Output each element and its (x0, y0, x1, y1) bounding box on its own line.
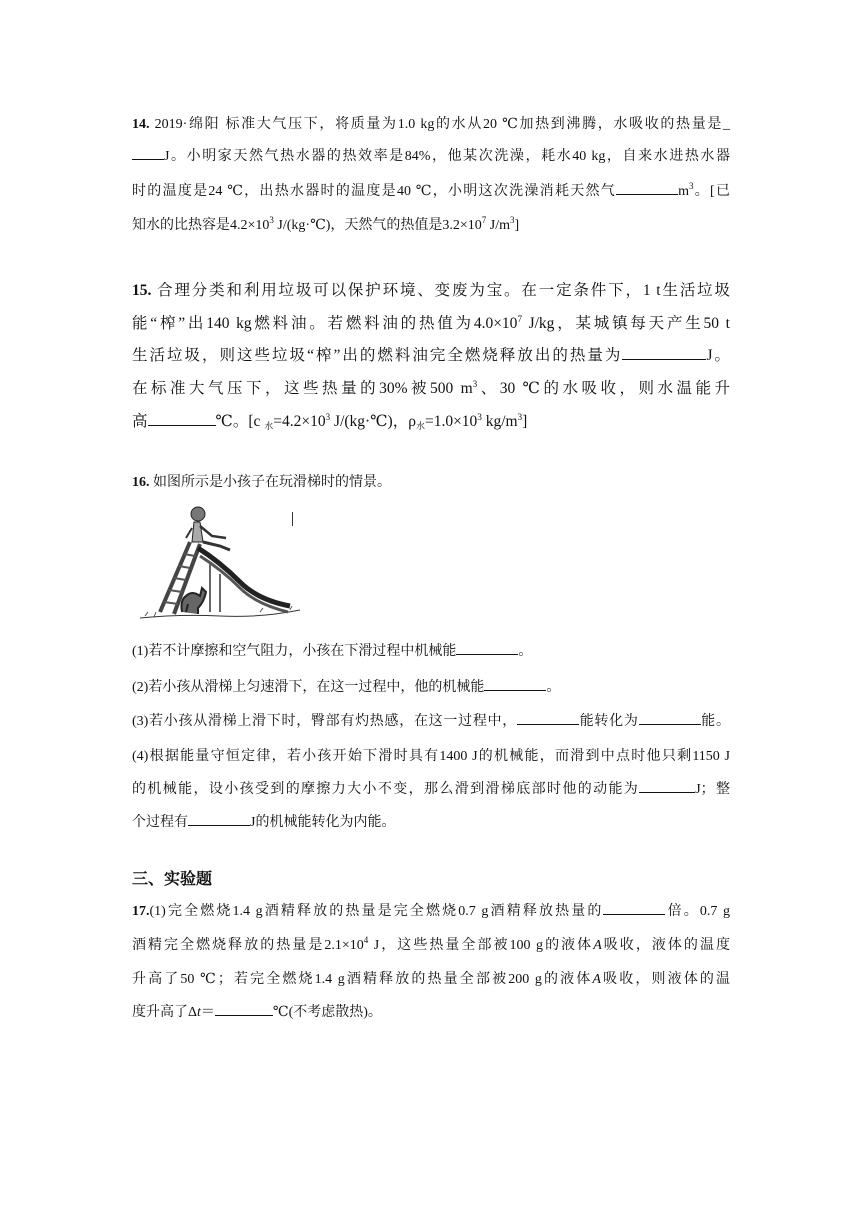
q16-part-3: (3)若小孩从滑梯上滑下时，臀部有灼热感，在这一过程中， 能转化为 能。 (132, 714, 731, 729)
q15-number: 15. (132, 282, 152, 299)
q14-number: 14. (132, 117, 150, 132)
section-heading: 三、实验题 (132, 869, 213, 888)
q16-part-4-line-3: 个过程有 J的机械能转化为内能。 (132, 815, 396, 830)
q15-line-4: 在标准大气压下，这些热量的30%被500 $m^3$、30 ℃的水吸收，则水温能升 (132, 379, 730, 397)
q15-line-5: 高 ℃。[c $_水=4.2\times 10^3$ J/(kg·℃)，$\rho_水=1.0\times 10^3$ $kg/m^3$] (132, 412, 528, 431)
q16-part-1: (1)若不计摩擦和空气阻力，小孩在下滑过程中机械能 。 (132, 644, 533, 659)
q17-line-3: 升高了50 ℃；若完全燃烧1.4 g酒精释放的热量全部被200 g的液体A吸收，则液体的温 (132, 972, 730, 987)
q17-line-1: 17.(1)完全燃烧1.4 g酒精释放的热量是完全燃烧0.7 g酒精释放热量的 倍。0.7 g (132, 904, 731, 919)
q17-number: 17. (132, 904, 150, 919)
q16-part-4-line-1: (4)根据能量守恒定律，若小孩开始下滑时具有1400 J的机械能，而滑到中点时他只剩1150 J (132, 749, 730, 764)
q16-blank-2[interactable] (484, 678, 546, 691)
q16-intro: 16. 如图所示是小孩子在玩滑梯时的情景。 (132, 475, 391, 490)
q16-blank-1[interactable] (456, 642, 518, 655)
q16-blank-6[interactable] (188, 813, 250, 826)
q14-line-1: 14. 2019·绵阳 标准大气压下，将质量为1.0 kg的水从20 ℃加热到沸腾，水吸收的热量是_ (132, 117, 731, 132)
q15-line-1: 15. 合理分类和利用垃圾可以保护环境、变废为宝。在一定条件下，1 t生活垃圾 (132, 282, 731, 299)
q15-blank-2[interactable] (148, 413, 216, 426)
q17-blank-1[interactable] (603, 902, 665, 915)
q16-part-2: (2)若小孩从滑梯上匀速滑下，在这一过程中，他的机械能 。 (132, 680, 561, 695)
q15-blank-1[interactable] (622, 347, 706, 360)
q16-number: 16. (132, 475, 150, 490)
q16-part-4-line-2: 的机械能，设小孩受到的摩擦力大小不变，那么滑到滑梯底部时他的动能为 J；整 (132, 782, 731, 797)
q15-line-3: 生活垃圾，则这些垃圾“榨”出的燃料油完全燃烧释放出的热量为 J。 (132, 347, 730, 364)
q14-line-2: J。小明家天然气热水器的热效率是84%，他某次洗澡，耗水40 kg，自来水进热水器 (132, 145, 730, 165)
q14-line-4: 知水的比热容是$4.2\times 10^3$ J/(kg·℃)，天然气的热值是$3.2\times 10^7$ $J/m^3$] (132, 215, 520, 233)
q16-blank-5[interactable] (639, 780, 695, 793)
q17-line-2: 酒精完全燃烧释放的热量是$2.1\times 10^4$ J，这些热量全部被100 g的液体A吸收，液体的温度 (132, 935, 730, 953)
q14-line-3: 时的温度是24 ℃，出热水器时的温度是40 ℃，小明这次洗澡消耗天然气 $m^3$。[已 (132, 181, 730, 199)
q17-line-4: 度升高了Δt＝ ℃(不考虑散热)。 (132, 1005, 382, 1020)
q14-blank-2[interactable] (616, 182, 678, 195)
q14-blank-1[interactable] (132, 147, 164, 160)
q17-blank-2[interactable] (215, 1003, 273, 1016)
q16-blank-3[interactable] (517, 712, 579, 725)
q16-blank-4[interactable] (639, 712, 701, 725)
q15-line-2: 能“榨”出140 kg燃料油。若燃料油的热值为$4.0\times 10^7$ J/kg，某城镇每天产生50 t (132, 314, 730, 332)
slide-illustration (140, 504, 300, 624)
